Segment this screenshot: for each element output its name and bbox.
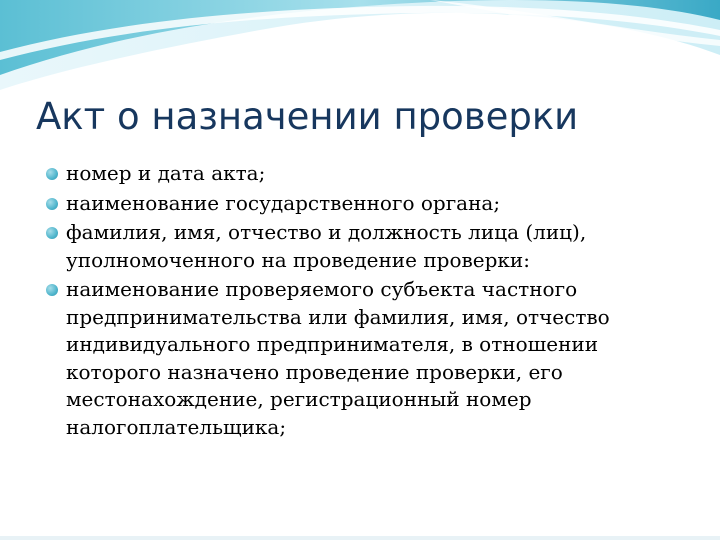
footer-divider [0,536,720,540]
list-item [46,276,696,441]
bullet-list [46,160,696,443]
list-item-text: номер и дата акта; [66,161,266,185]
list-item [46,190,696,218]
bullet-dot-icon [46,198,58,210]
list-item-text: наименование государственного органа; [66,190,501,215]
bullet-dot-icon [46,168,58,180]
list-item [46,219,696,274]
list-item-text: фамилия, имя, отчество и должность лица (лиц), уполномоченного на проведение проверки: [66,220,587,272]
bullet-dot-icon [46,227,58,239]
bullet-dot-icon [46,284,58,296]
slide-title: Акт о назначении проверки [36,95,579,138]
list-item-text: наименование проверяемого субъекта частного предпринимательства или фамилия, имя, отчество индивидуального предпринимателя, в отношении которого назначено проведение проверки, его местонахождение, регистрационный номер налогоплательщика; [66,277,610,439]
list-item [46,160,696,188]
header-wave-decoration [0,0,720,100]
